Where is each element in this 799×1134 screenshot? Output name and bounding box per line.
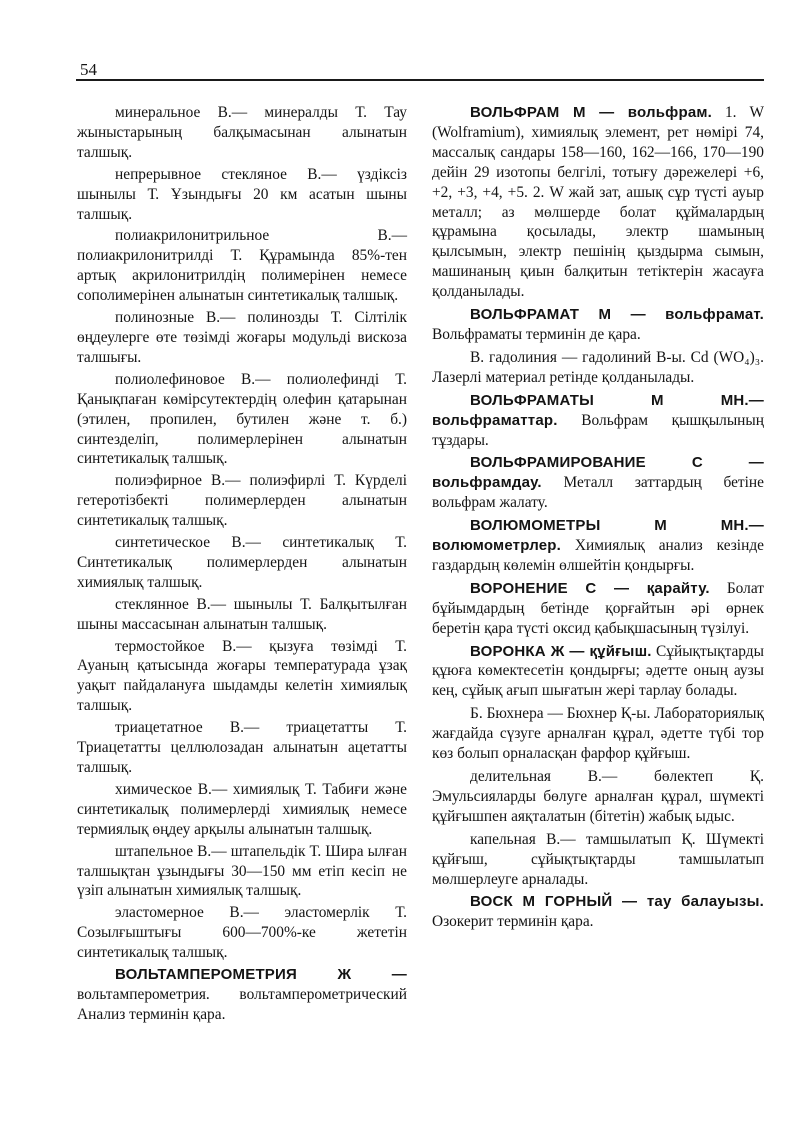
- left-column: [77, 103, 407, 1027]
- entry-definition: Вольфраматы терминін де қара.: [432, 325, 641, 343]
- entry-definition: Озокерит терминін қара.: [432, 913, 594, 931]
- entry-definition: Сұйықтықтарды құюға көмектесетін қондырғы; әдетте оның аузы кең, сұйық ағып шығатын жері тарлау болады.: [432, 642, 764, 700]
- entry-headword: ВОЛЬФРАМИРОВАНИЕ С — вольфрамдау.: [432, 454, 764, 492]
- subentry: капельная В.— тамшылатып Қ. Шүмекті құйғыш, сұйықтықтарды тамшылатып мөлшерлеуге арналады.: [432, 830, 764, 888]
- subentry: эластомерное В.— эластомерлік Т. Созылғыштығы 600—700%-ке жететін синтетикалық талшық.: [77, 904, 407, 962]
- entry-headword: ВОЛЬФРАМАТ М — вольфрамат.: [470, 306, 764, 324]
- subentry: стеклянное В.— шынылы Т. Балқытылған шыны массасынан алынатын талшық.: [77, 595, 407, 633]
- page-number: 54: [80, 60, 97, 79]
- entry-headword: ВОЛЬФРАМАТЫ М МН.— вольфраматтар.: [432, 391, 764, 429]
- subentry: В. гадолиния — гадолиний В-ы. Cd (WO₄)₃. Лазерлі материал ретінде қолданылады.: [432, 348, 764, 386]
- subentry: синтетическое В.— синтетикалық Т. Синтетикалық полимерлерден алынатын химиялық талшық.: [77, 534, 407, 591]
- dictionary-entry: [432, 516, 764, 576]
- right-column: [432, 103, 764, 935]
- entry-headword: ВОСК М ГОРНЫЙ — тау балауызы.: [470, 893, 764, 911]
- subentry: Б. Бюхнера — Бюхнер Қ-ы. Лабораториялық жағдайда сүзуге арналған құрал, әдетте түбі тор көз болып орналасқан фарфор құйғыш.: [432, 705, 764, 763]
- dictionary-entry: [432, 391, 764, 451]
- subentry: минеральное В.— минералды Т. Тау жыныстарының балқымасынан алынатын талшық.: [77, 104, 407, 161]
- dictionary-entry: [432, 579, 764, 639]
- dictionary-entry: [432, 103, 764, 302]
- entry-headword: ВОЛЬФРАМ М — вольфрам.: [470, 104, 713, 121]
- entry-definition: Вольфрам қышқылының тұздары.: [432, 411, 764, 449]
- dictionary-entry: [432, 892, 764, 932]
- entry-definition: Болат бұйымдардың бетінде қорғайтын әрі өрнек беретін қара түсті оксид қабықшасының түзілуі.: [432, 579, 764, 637]
- subentry: триацетатное В.— триацетатты Т. Триацетатты целлюлозадан алынатын ацетатты талшық.: [77, 719, 407, 776]
- entry-definition: Металл заттардың бетіне вольфрам жалату.: [432, 474, 764, 512]
- entry-headword: ВОЛЮМОМЕТРЫ М МН.— волюмометрлер.: [432, 517, 764, 555]
- entry-headword: ВОРОНЕНИЕ С — қарайту.: [470, 579, 710, 597]
- subentry: химическое В.— химиялық Т. Табиғи және синтетикалық полимерлерді химиялық немесе термиялық өңдеу арқылы алынатын талшық.: [77, 780, 407, 838]
- dictionary-entry: [77, 965, 407, 1025]
- dictionary-entry: [432, 453, 764, 513]
- entry-definition: вольтамперометрия. вольтамперометрический Анализ терминін қара.: [77, 985, 407, 1023]
- subentry: делительная В.— бөлектеп Қ. Эмульсияларды бөлуге арналған құрал, шүмекті құйғышпен аяқталатын (бітетін) жабық ыдыс.: [432, 768, 764, 825]
- header-rule: [76, 79, 764, 81]
- entry-definition: 1. W (Wolframium), химиялық элемент, рет нөмірі 74, массалық сандары 158—160, 162—166, 170—190 дейін 29 изотопы белгілі, тотығу дәрежелері +6, +2, +3, +4, +5. 2. W жай зат, ашық сұр түсті ауыр металл; аз мөлшерде болат құймалардың құрамына қосылады, электр шамының қылсымын, электр пешінің қыздырма сымын, машинаның қиын балқитын тетіктерін жасауға қолданылады.: [432, 104, 764, 301]
- subentry: полинозные В.— полинозды Т. Сілтілік өңдеулерге өте төзімді жоғары модульді вискоза талшығы.: [77, 309, 407, 366]
- entry-definition: Химиялық анализ кезінде газдардың көлемін өлшейтін қондырғы.: [432, 537, 764, 574]
- subentry: штапельное В.— штапельдік Т. Шира ылған талшықтан ұзындығы 30—150 мм етіп кесіп не үзіп алынатын химиялық талшық.: [77, 842, 407, 900]
- subentry: непрерывное стекляное В.— үздіксіз шынылы Т. Ұзындығы 20 км асатын шыны талшық.: [77, 165, 407, 223]
- subentry: полиолефиновое В.— полиолефинді Т. Қанықпаған көмірсутектердің олефин қатарынан (этилен, пропилен, бутилен және т. б.) синтезделіп, полимерлерінен алынатын синтетикалық талшық.: [77, 370, 407, 468]
- entry-headword: ВОЛЬТАМПЕРОМЕТРИЯ Ж —: [115, 966, 407, 984]
- entry-headword: ВОРОНКА Ж — құйғыш.: [470, 642, 652, 660]
- subentry: полиэфирное В.— полиэфирлі Т. Күрделі гетеротізбекті полимерлерден алынатын синтетикалық талшық.: [77, 472, 407, 530]
- dictionary-entry: [432, 305, 764, 345]
- subentry: термостойкое В.— қызуға төзімді Т. Ауаның қатысында жоғары температурада ұзақ уақыт пайдалануға шыдамды келетін химиялық талшық.: [77, 637, 407, 715]
- dictionary-entry: [432, 642, 764, 702]
- subentry: полиакрилонитрильное В.— полиакрилонитрилді Т. Құрамында 85%-тен артық акрилонитрилдің полимерінен немесе сополимерінен алынатын синтетикалық талшық.: [77, 227, 407, 305]
